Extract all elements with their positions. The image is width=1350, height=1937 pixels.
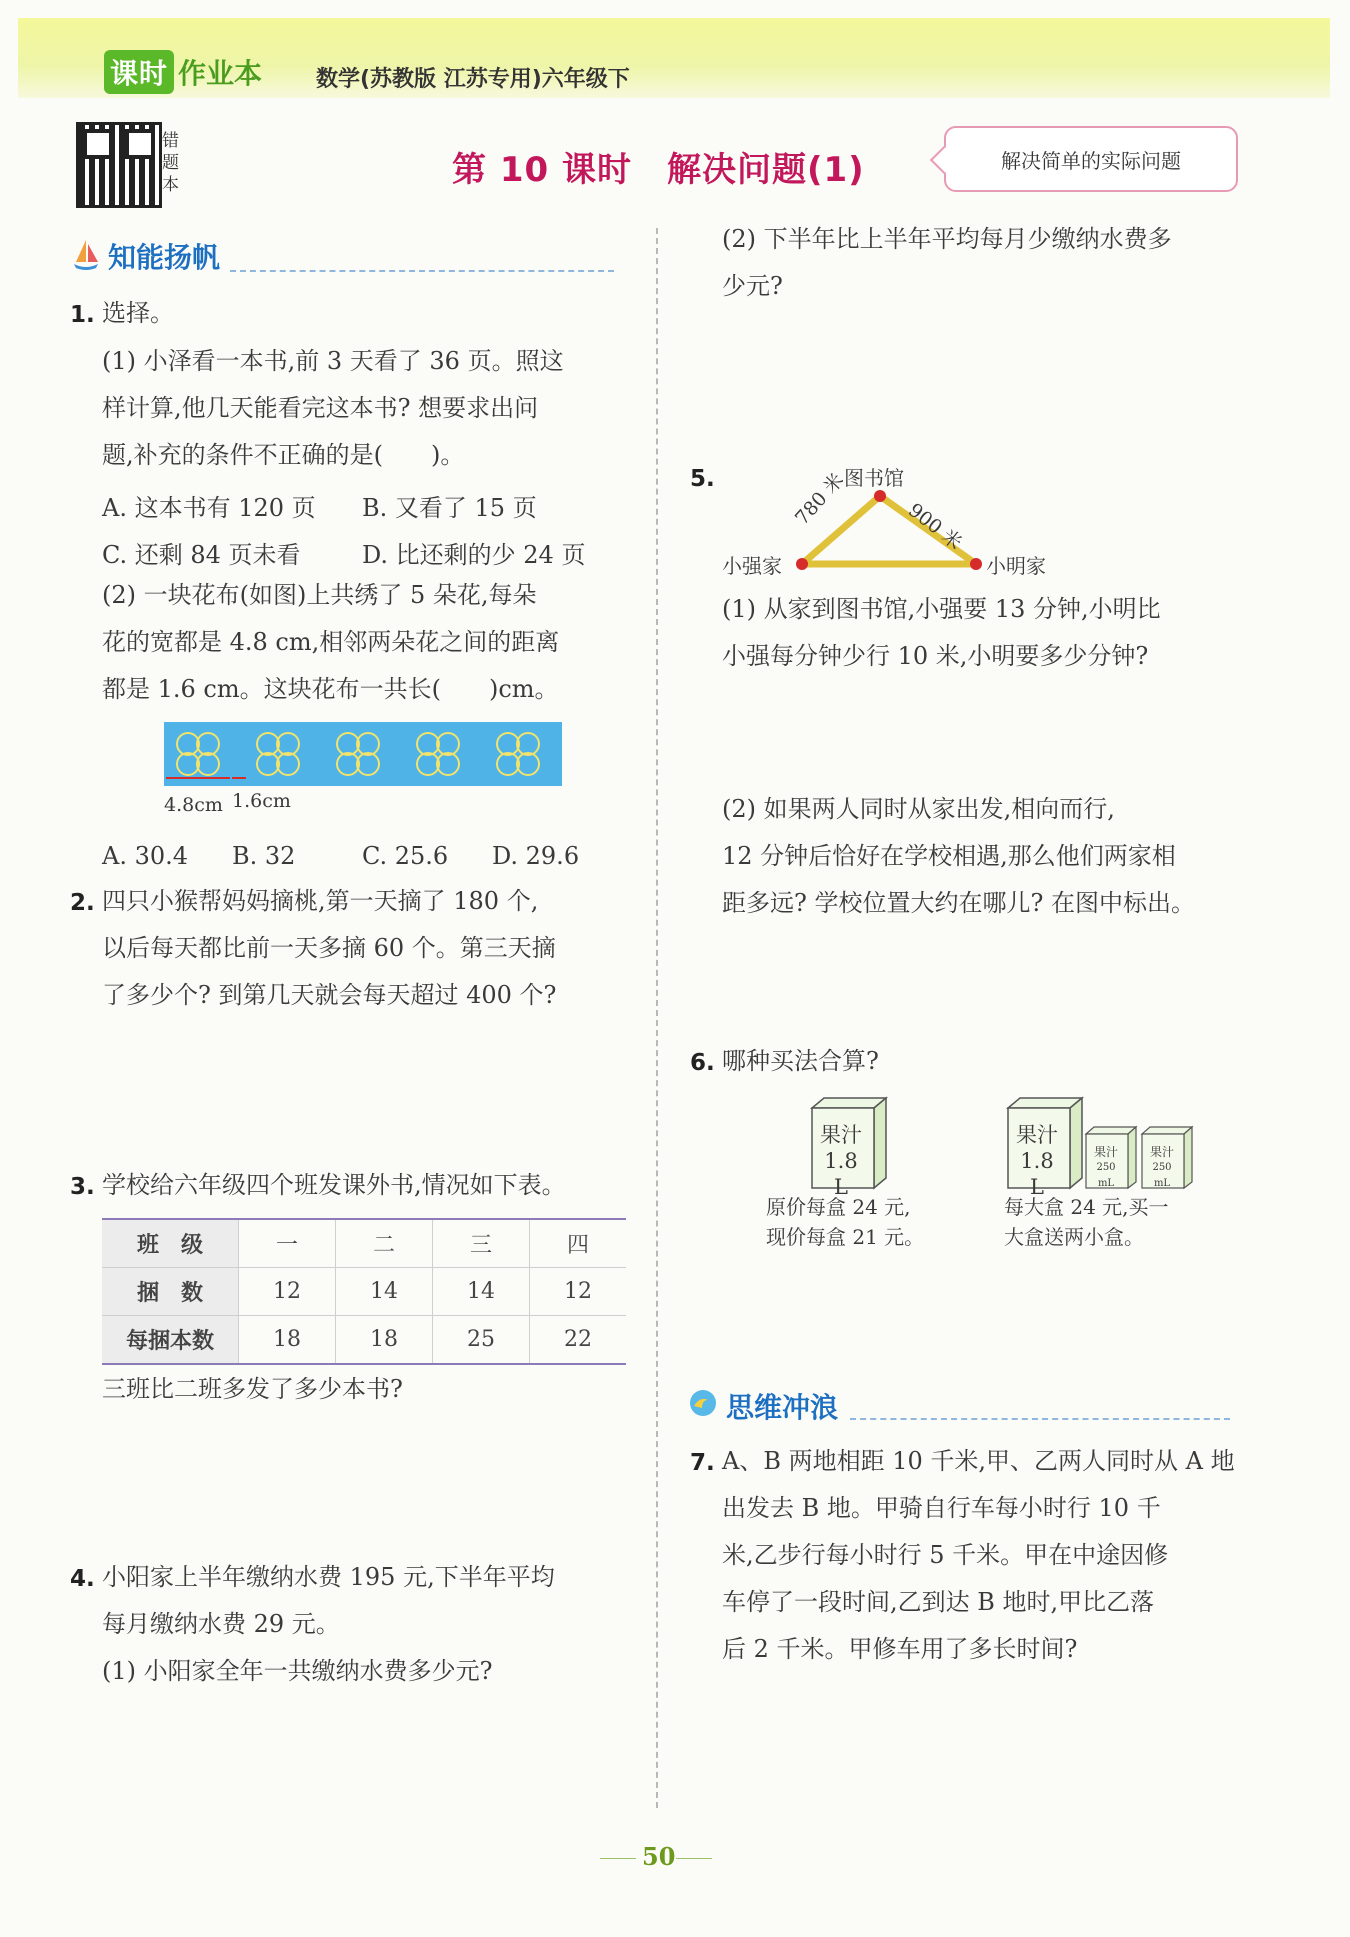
q5-part2 [722, 786, 1262, 927]
caption-line: 现价每盒 21 元。 [766, 1225, 925, 1249]
table-cell: 四 [566, 1233, 589, 1258]
q4-line: 每月缴纳水费 29 元。 [102, 1610, 340, 1638]
q5-p1-line: (1) 从家到图书馆,小强要 13 分钟,小明比 [722, 595, 1161, 623]
juice-box-large-label [820, 1122, 862, 1200]
page-rule-left [600, 1858, 636, 1859]
table-row-header: 每捆本数 [102, 1316, 239, 1364]
fabric-label-gap: 1.6cm [232, 790, 291, 812]
table-row-header: 班 级 [102, 1220, 239, 1268]
q1-title: 选择。 [102, 299, 174, 327]
juice-box-small-label [1088, 1144, 1124, 1192]
q1-part2 [102, 572, 642, 713]
lesson-tag-text: 解决简单的实际问题 [1001, 148, 1181, 173]
q1-p1-option-d: D. 比还剩的少 24 页 [362, 541, 586, 569]
juice-label-line: 果汁 [1016, 1123, 1058, 1147]
q5-p2-line: 距多远? 学校位置大约在哪儿? 在图中标出。 [722, 889, 1195, 917]
q6-title: 哪种买法合算? [722, 1047, 879, 1075]
q3-table [102, 1218, 626, 1365]
q1-p1-option-b: B. 又看了 15 页 [362, 494, 537, 522]
q5-number: 5. [690, 466, 715, 492]
column-divider [656, 228, 658, 1808]
q4-p2-line: (2) 下半年比上半年平均每月少缴纳水费多 [722, 225, 1172, 253]
table-cell: 12 [239, 1268, 336, 1316]
juice-label-line: 250 mL [1152, 1162, 1172, 1189]
q1-p2-line: 花的宽都是 4.8 cm,相邻两朵花之间的距离 [102, 628, 560, 656]
label-library: 图书馆 [844, 466, 904, 490]
q1-p2-option-d: D. 29.6 [492, 842, 580, 870]
table-cell: 一 [239, 1220, 336, 1268]
q1-number: 1. [70, 302, 95, 328]
table-cell: 25 [433, 1316, 530, 1364]
juice-box-small-label [1144, 1144, 1180, 1192]
table-cell: 14 [433, 1268, 530, 1316]
q1-p1-line: (1) 小泽看一本书,前 3 天看了 36 页。照这 [102, 347, 564, 375]
q4-number: 4. [70, 1566, 95, 1592]
juice-box-large-label [1016, 1122, 1058, 1200]
section-title-right: 思维冲浪 [726, 1391, 839, 1424]
q3-intro: 学校给六年级四个班发课外书,情况如下表。 [102, 1171, 566, 1199]
section-title-left: 知能扬帆 [108, 241, 221, 274]
fabric-label-width: 4.8cm [164, 794, 223, 816]
table-cell: 18 [239, 1316, 336, 1364]
q2-line: 以后每天都比前一天多摘 60 个。第三天摘 [102, 934, 556, 962]
q7-line: 车停了一段时间,乙到达 B 地时,甲比乙落 [722, 1588, 1155, 1616]
q4-p2-line: 少元? [722, 272, 783, 300]
q4-line: 小阳家上半年缴纳水费 195 元,下半年平均 [102, 1563, 555, 1591]
q1-p2-option-b: B. 32 [232, 842, 296, 870]
page-number: 50 [642, 1842, 676, 1871]
section-divider-left [230, 270, 614, 272]
q7-line: A、B 两地相距 10 千米,甲、乙两人同时从 A 地 [722, 1447, 1235, 1475]
q5-p1-line: 小强每分钟少行 10 米,小明要多少分钟? [722, 642, 1149, 670]
q2-text [102, 878, 642, 1019]
page-rule-right [676, 1858, 712, 1859]
juice-label-line: 果汁 [1093, 1145, 1118, 1159]
q7-number: 7. [690, 1450, 715, 1476]
q7-line: 后 2 千米。甲修车用了多长时间? [722, 1635, 1078, 1663]
logo-main: 课时 [104, 50, 174, 94]
qr-code-icon[interactable] [76, 122, 162, 208]
book-logo [104, 52, 262, 92]
flower-fabric-figure [164, 722, 564, 790]
q6-option2-caption [1004, 1192, 1169, 1252]
logo-sub: 作业本 [178, 57, 263, 90]
q1-p1-line: 题,补充的条件不正确的是( )。 [102, 441, 465, 469]
label-xiaoming-home: 小明家 [986, 554, 1046, 578]
q1-part1 [102, 338, 642, 479]
q1-p1-line: 样计算,他几天能看完这本书? 想要求出问 [102, 394, 539, 422]
q7-text [722, 1438, 1262, 1673]
juice-label-line: 果汁 [820, 1123, 862, 1147]
table-cell: 12 [564, 1279, 592, 1304]
q5-part1 [722, 586, 1262, 680]
caption-line: 每大盒 24 元,买一 [1004, 1195, 1169, 1219]
caption-line: 原价每盒 24 元, [766, 1195, 911, 1219]
lesson-title: 第 10 课时 解决问题(1) [452, 150, 865, 190]
q2-line: 了多少个? 到第几天就会每天超过 400 个? [102, 981, 557, 1009]
juice-label-line: 果汁 [1149, 1145, 1174, 1159]
juice-label-line: 250 mL [1096, 1162, 1116, 1189]
q3-question: 三班比二班多发了多少本书? [102, 1375, 403, 1403]
juice-label-line: 1.8 L [1020, 1149, 1054, 1199]
juice-label-line: 1.8 L [824, 1149, 858, 1199]
table-cell: 18 [336, 1316, 433, 1364]
label-distance-left: 780 米 [790, 469, 849, 530]
q5-p2-line: 12 分钟后恰好在学校相遇,那么他们两家相 [722, 842, 1176, 870]
sail-icon [72, 238, 100, 274]
q2-number: 2. [70, 890, 95, 916]
caption-line: 大盒送两小盒。 [1004, 1225, 1144, 1249]
q1-p2-option-a: A. 30.4 [102, 842, 189, 870]
q2-line: 四只小猴帮妈妈摘桃,第一天摘了 180 个, [102, 887, 539, 915]
section-divider-right [850, 1418, 1230, 1420]
q4-part1: (1) 小阳家全年一共缴纳水费多少元? [102, 1657, 493, 1685]
table-row-header: 捆 数 [102, 1268, 239, 1316]
q6-option1-caption [766, 1192, 924, 1252]
qr-label: 错题本 [162, 131, 179, 195]
table-cell: 三 [433, 1220, 530, 1268]
q5-p2-line: (2) 如果两人同时从家出发,相向而行, [722, 795, 1115, 823]
table-cell: 22 [564, 1327, 592, 1352]
q1-p2-line: 都是 1.6 cm。这块花布一共长( )cm。 [102, 675, 559, 703]
label-xiaoqiang-home: 小强家 [722, 554, 782, 578]
q4-part2 [722, 216, 1262, 310]
wave-icon [688, 1388, 718, 1422]
q1-p2-option-c: C. 25.6 [362, 842, 449, 870]
q4-text [102, 1554, 642, 1695]
table-cell: 二 [336, 1220, 433, 1268]
q1-p1-option-c: C. 还剩 84 页未看 [102, 541, 301, 569]
q3-number: 3. [70, 1174, 95, 1200]
q7-line: 米,乙步行每小时行 5 千米。甲在中途因修 [722, 1541, 1169, 1569]
label-distance-right: 900 米 [903, 499, 966, 555]
table-cell: 14 [336, 1268, 433, 1316]
q7-line: 出发去 B 地。甲骑自行车每小时行 10 千 [722, 1494, 1161, 1522]
book-subtitle: 数学(苏教版 江苏专用)六年级下 [316, 67, 630, 92]
lesson-tag [944, 126, 1238, 192]
q6-number: 6. [690, 1050, 715, 1076]
q1-p2-line: (2) 一块花布(如图)上共绣了 5 朵花,每朵 [102, 581, 537, 609]
q1-p1-option-a: A. 这本书有 120 页 [102, 494, 316, 522]
